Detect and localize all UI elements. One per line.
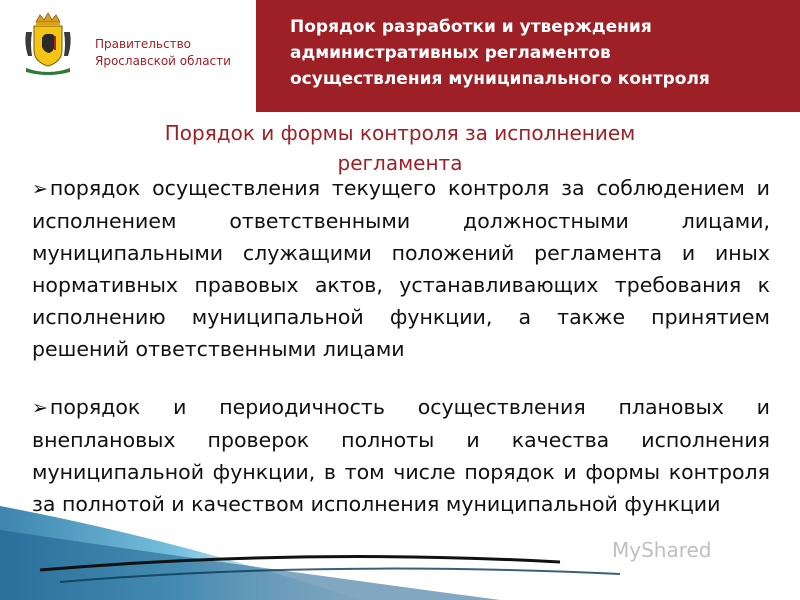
- slide-heading-line1: Порядок и формы контроля за исполнением: [164, 121, 636, 145]
- bullet-text-2: порядок и периодичность осуществления плановых и внеплановых проверок полноты и качества исполнения муниципальной функции, в том числе порядок и формы контроля за полнотой и качеством исполнения муниципальной функции: [32, 395, 770, 516]
- slide-body: [32, 172, 770, 520]
- bullet-paragraph-2: [32, 391, 770, 520]
- presentation-title: [290, 14, 780, 92]
- header-logo-area: [0, 0, 256, 112]
- arrowhead-bullet-icon: ➢: [32, 178, 48, 200]
- bullet-text-1: порядок осуществления текущего контроля за соблюдением и исполнением ответственными должностными лицами, муниципальными служащими положений регламента и иных нормативных правовых актов, устанавливающих требования к исполнению муниципальной функции, а также принятием решений ответственными лицами: [32, 176, 770, 361]
- coat-of-arms-icon: [20, 12, 76, 78]
- bullet-paragraph-1: [32, 172, 770, 365]
- arrowhead-bullet-icon: ➢: [32, 397, 48, 419]
- presentation-title-line3: осуществления муниципального контроля: [290, 69, 710, 89]
- government-name-line2: Ярославской области: [95, 54, 231, 68]
- presentation-title-line1: Порядок разработки и утверждения: [290, 17, 652, 37]
- slide-heading: [60, 118, 740, 178]
- government-name-line1: Правительство: [95, 37, 191, 51]
- government-name: [95, 36, 231, 70]
- presentation-title-line2: административных регламентов: [290, 43, 611, 63]
- watermark-text: MyShared: [612, 538, 712, 562]
- slide-heading-line2: регламента: [337, 151, 463, 175]
